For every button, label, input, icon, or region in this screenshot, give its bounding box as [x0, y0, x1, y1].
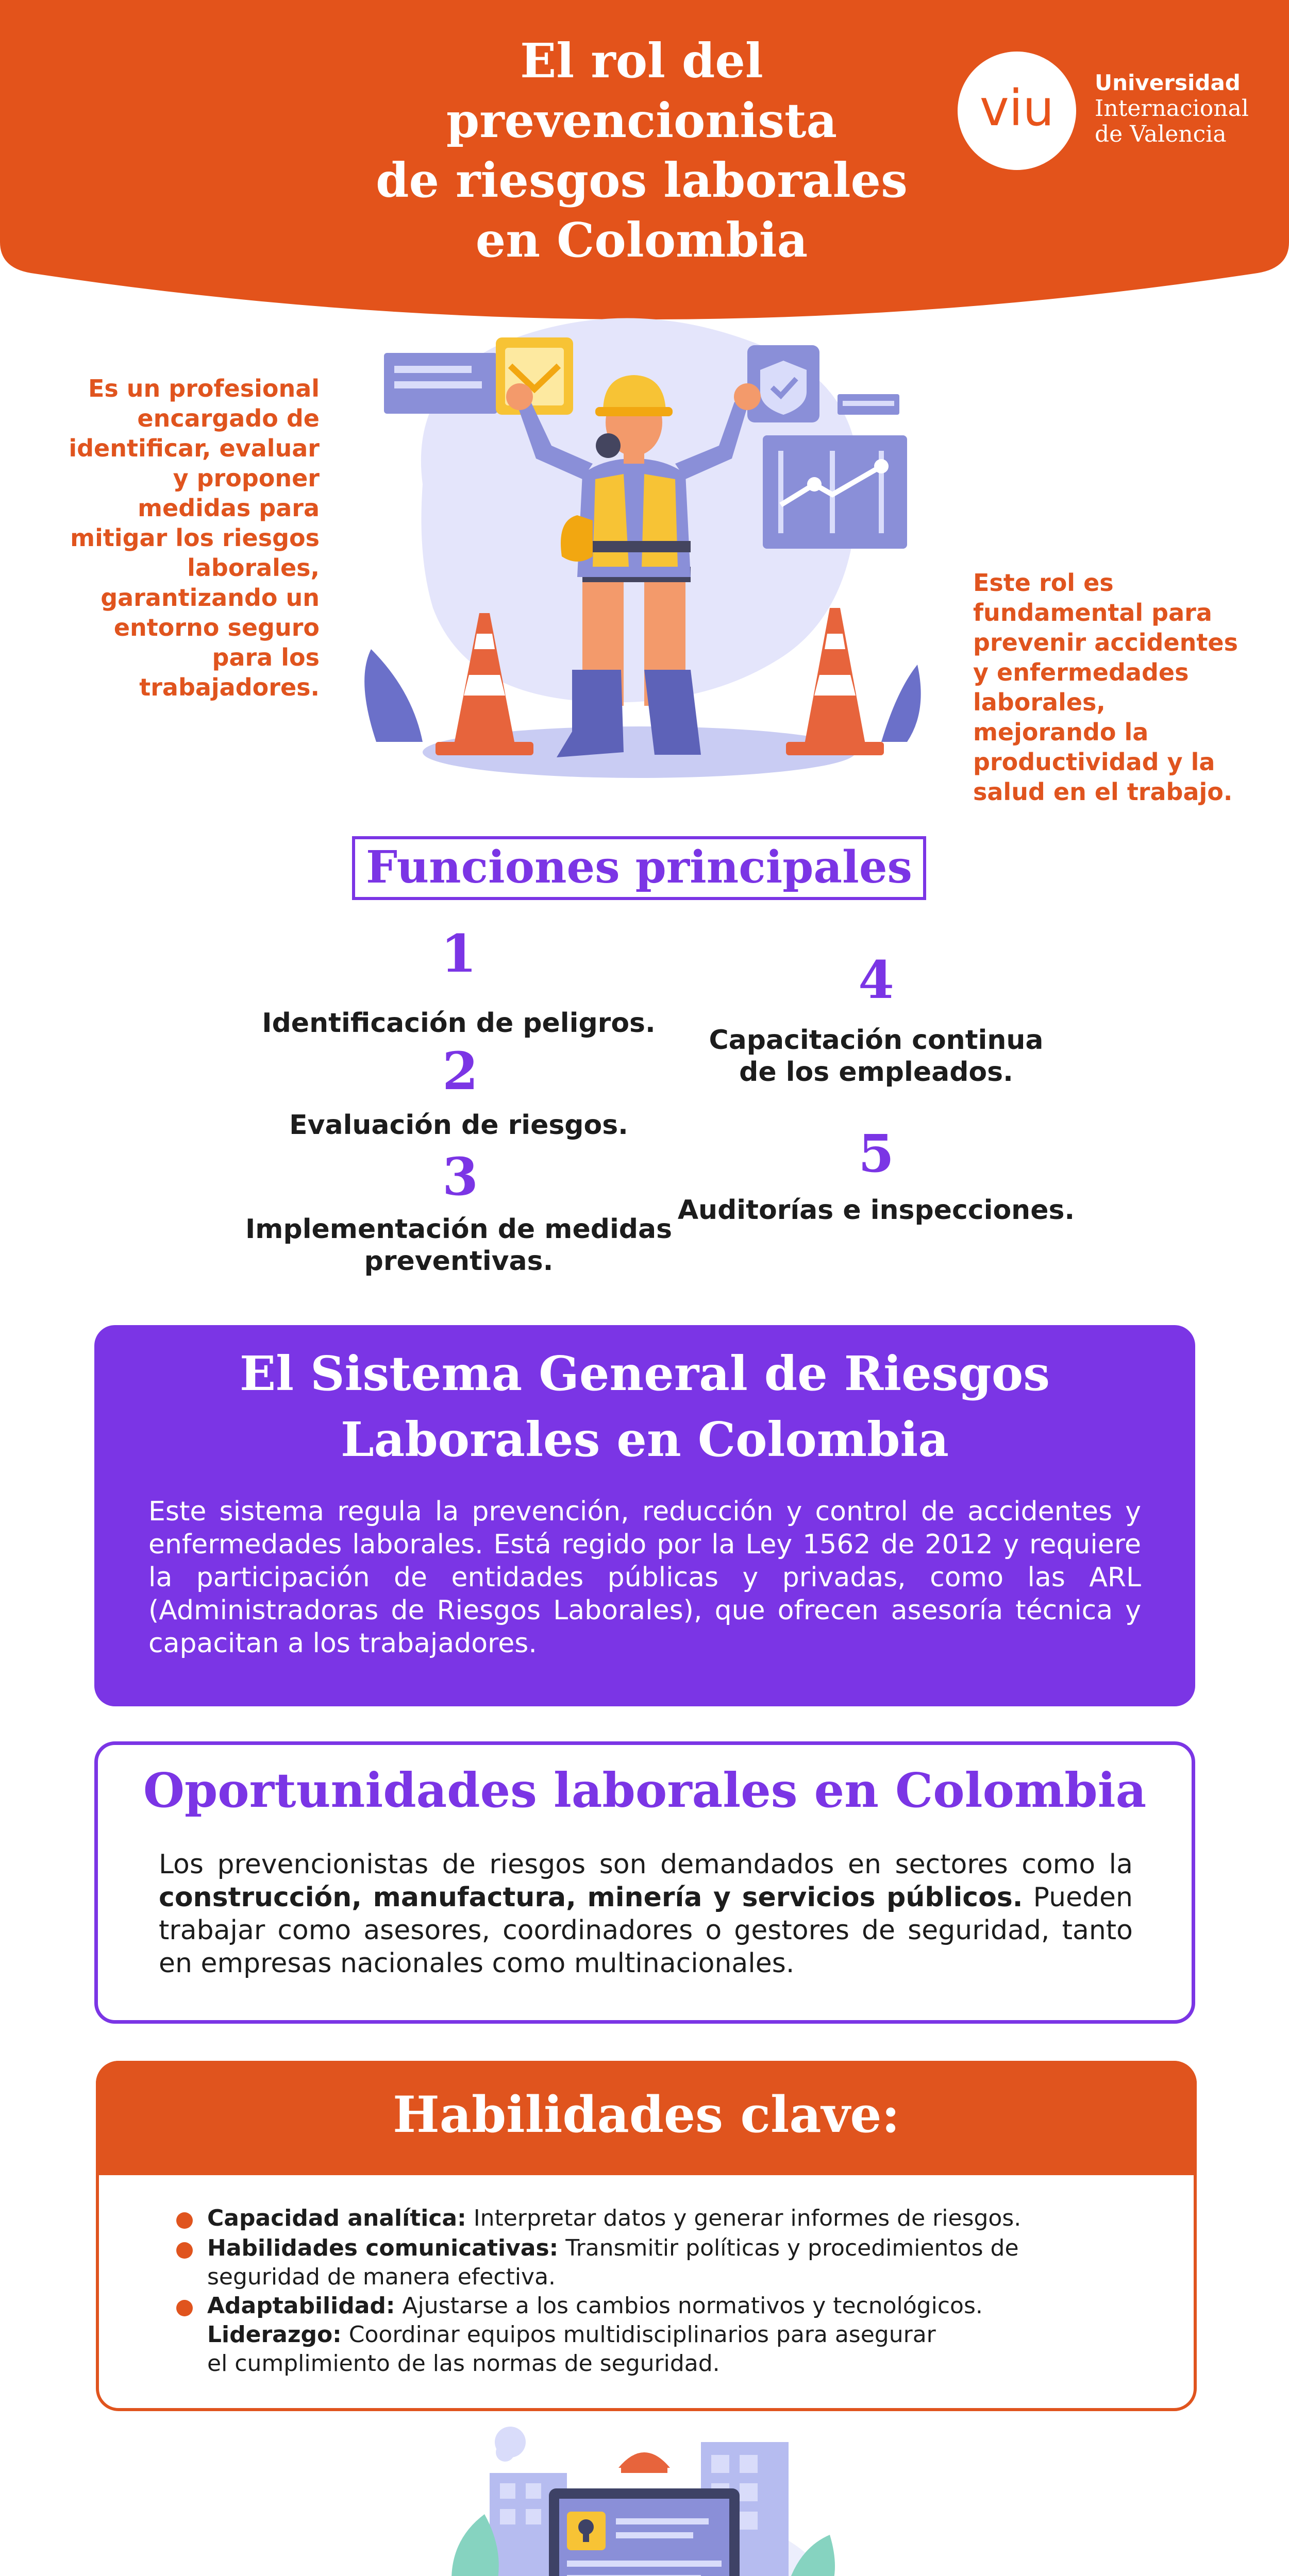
function-label [644, 1024, 1108, 1088]
function-number: 1 [441, 923, 477, 984]
header-banner [0, 0, 1289, 330]
system-section [94, 1325, 1195, 1706]
system-text: Este sistema regula la prevención, reducción y control de accidentes y enfermedades laborales. Está regido por la Ley 1562 de 2012 y requiere la participación de entidades públicas y privadas, como las ARL (Administradoras de Riesgos Laborales), que ofrecen asesoría técnica y capacitan a los trabajadores. [148, 1496, 1141, 1659]
university-logo[interactable] [958, 52, 1267, 175]
bullet-icon [176, 2212, 193, 2229]
skill-desc: Coordinar equipos multidisciplinarios para asegurar el cumplimiento de las normas de seguridad. [207, 2321, 936, 2377]
skill-name: Habilidades comunicativas: [207, 2235, 559, 2261]
function-label [227, 1213, 691, 1277]
skill-item [207, 2292, 1109, 2320]
function-number: 2 [442, 1041, 478, 1101]
opportunities-text [159, 1848, 1133, 1980]
skill-name: Adaptabilidad: [207, 2293, 395, 2319]
skill-name: Capacidad analítica: [207, 2205, 466, 2231]
logo-mark: viu [958, 52, 1076, 170]
opportunities-text-part: Los prevencionistas de riesgos son demandados en sectores como la [159, 1849, 1133, 1880]
logo-line: de Valencia [1095, 121, 1227, 147]
function-label-line: preventivas. [364, 1246, 554, 1277]
opportunities-sectors: construcción, manufactura, minería y servicios públicos. [159, 1882, 1023, 1913]
logo-wordmark [1095, 70, 1249, 147]
skill-name: Liderazgo: [207, 2321, 342, 2348]
title-line: de riesgos laborales [376, 152, 908, 208]
page-title [320, 31, 964, 270]
skill-item [207, 2234, 1109, 2292]
title-line: en Colombia [475, 212, 808, 268]
title-line: El rol del [520, 33, 763, 89]
system-title [146, 1341, 1144, 1472]
skill-item [207, 2204, 1109, 2233]
opportunities-text-part: Pueden trabajar como asesores, coordinadores o gestores de seguridad, tanto en empresas nacionales como multinacionales. [159, 1882, 1133, 1979]
function-label: Identificación de peligros. [262, 1008, 656, 1039]
skill-item [207, 2320, 939, 2378]
logo-line: Internacional [1095, 95, 1249, 122]
safety-worker-illustration [335, 289, 953, 793]
skills-section [96, 2061, 1197, 2411]
safety-city-illustration [423, 2380, 866, 2576]
skill-desc: Ajustarse a los cambios normativos y tecnológicos. [395, 2293, 983, 2319]
function-label-line: Capacitación continua [709, 1025, 1044, 1056]
bullet-icon [176, 2300, 193, 2316]
opportunities-title: Oportunidades laborales en Colombia [143, 1762, 1147, 1818]
function-label: Auditorías e inspecciones. [677, 1195, 1075, 1226]
bullet-icon [176, 2242, 193, 2259]
skill-desc: Interpretar datos y generar informes de riesgos. [466, 2205, 1022, 2231]
system-title-line: El Sistema General de Riesgos [240, 1346, 1050, 1401]
functions-title: Funciones principales [352, 836, 926, 900]
skills-header [96, 2061, 1197, 2175]
function-number: 4 [858, 950, 894, 1010]
opportunities-section [94, 1741, 1195, 2024]
function-number: 3 [442, 1146, 478, 1207]
skill-desc: Transmitir políticas y procedimientos de seguridad de manera efectiva. [207, 2235, 1019, 2290]
title-line: prevencionista [446, 93, 838, 148]
function-number: 5 [858, 1123, 894, 1184]
function-label-line: Implementación de medidas [245, 1214, 673, 1245]
skills-title: Habilidades clave: [393, 2086, 900, 2144]
logo-line: Universidad [1095, 70, 1241, 95]
system-title-line: Laborales en Colombia [341, 1412, 949, 1467]
intro-right-text: Este rol es fundamental para prevenir accidentes y enfermedades laborales, mejorando la productividad y la salud en el trabajo. [973, 569, 1238, 806]
function-label: Evaluación de riesgos. [289, 1110, 628, 1141]
function-label-line: de los empleados. [739, 1057, 1013, 1088]
intro-left-text: Es un profesional encargado de identificar, evaluar y proponer medidas para mitigar los riesgos laborales, garantizando un entorno seguro para los trabajadores. [69, 375, 320, 701]
